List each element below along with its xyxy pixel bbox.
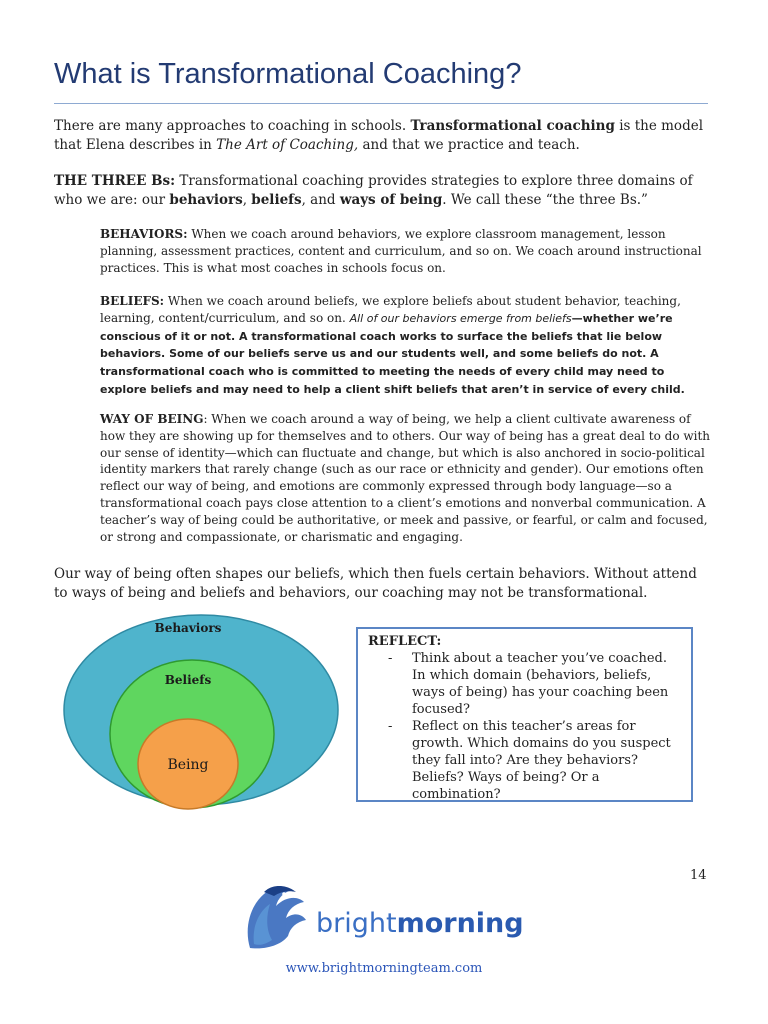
beliefs-label: Beliefs bbox=[164, 673, 212, 687]
intro-paragraph: There are many approaches to coaching in schools. Transformational coaching is the model that Elena describes in The Art of Coaching, and that we practice and teach. bbox=[54, 118, 704, 153]
logo-text: brightmorning bbox=[316, 908, 524, 939]
bird-icon bbox=[248, 886, 306, 948]
page-number: 14 bbox=[690, 868, 707, 883]
way-of-being-definition: WAY OF BEING: When we coach around a way of being, we help a client cultivate awareness of how they are showing up for themselves and to others. Our way of being has a great deal to do with our sense of identity—which can fluctuate and change, but which is also anchored in socio-political identity markers that rarely change (such as our race or ethnicity and gender). Our emotions often reflect our way of being, and emotions are commonly expressed through body language—so a transformational coach pays close attention to a client’s emotions and nonverbal communication. A teacher’s way of being could be authoritative, or meek and passive, or fearful, or calm and focused, or strong and compassionate, or charismatic and engaging. bbox=[100, 412, 711, 544]
being-label: Being bbox=[167, 757, 209, 773]
behaviors-label: Behaviors bbox=[154, 621, 222, 635]
title-divider bbox=[54, 103, 708, 104]
behaviors-heading: BEHAVIORS: bbox=[100, 227, 188, 241]
beliefs-definition: BELIEFS: When we coach around beliefs, we explore beliefs about student behavior, teaching, learning, content/curriculum, and so on. All of our behaviors emerge from beliefs—whether we’re conscious of it or not. A transformational coach works to surface the beliefs that lie below behaviors. Some of our beliefs serve us and our students well, and some beliefs do not. A transformational coach who is committed to meeting the needs of every child may need to explore beliefs and may need to help a client shift beliefs that aren’t in service of every child. bbox=[100, 294, 685, 396]
reflect-item: - Reflect on this teacher’s areas for growth. Which domains do you suspect they fall into? Are they behaviors? Beliefs? Ways of being? Or a combination? bbox=[388, 719, 671, 802]
three-bs-heading: THE THREE Bs: bbox=[54, 173, 176, 189]
footer-url[interactable]: www.brightmorningteam.com bbox=[285, 961, 483, 976]
brightmorning-logo bbox=[244, 882, 524, 958]
three-bs-diagram bbox=[56, 612, 346, 812]
beliefs-heading: BELIEFS: bbox=[100, 294, 165, 308]
behaviors-definition: BEHAVIORS: When we coach around behaviors, we explore classroom management, lesson planning, assessment practices, content and curriculum, and so on. We coach around instructional practices. This is what most coaches in schools focus on. bbox=[100, 227, 702, 275]
reflect-heading: REFLECT: bbox=[368, 634, 442, 649]
three-bs-paragraph: THE THREE Bs: Transformational coaching provides strategies to explore three domains of who we are: our behaviors, beliefs, and ways of being. We call these “the three Bs.” bbox=[54, 173, 693, 208]
way-of-being-heading: WAY OF BEING bbox=[100, 412, 204, 426]
reflect-box bbox=[356, 627, 693, 802]
page-title: What is Transformational Coaching? bbox=[54, 58, 522, 90]
reflect-list bbox=[368, 650, 681, 803]
reflect-item: - Think about a teacher you’ve coached. In which domain (behaviors, beliefs, ways of being) has your coaching been focused? bbox=[388, 651, 669, 717]
summary-paragraph: Our way of being often shapes our beliefs, which then fuels certain behaviors. Without attend to ways of being and beliefs and behaviors, our coaching may not be transformational. bbox=[54, 566, 697, 601]
